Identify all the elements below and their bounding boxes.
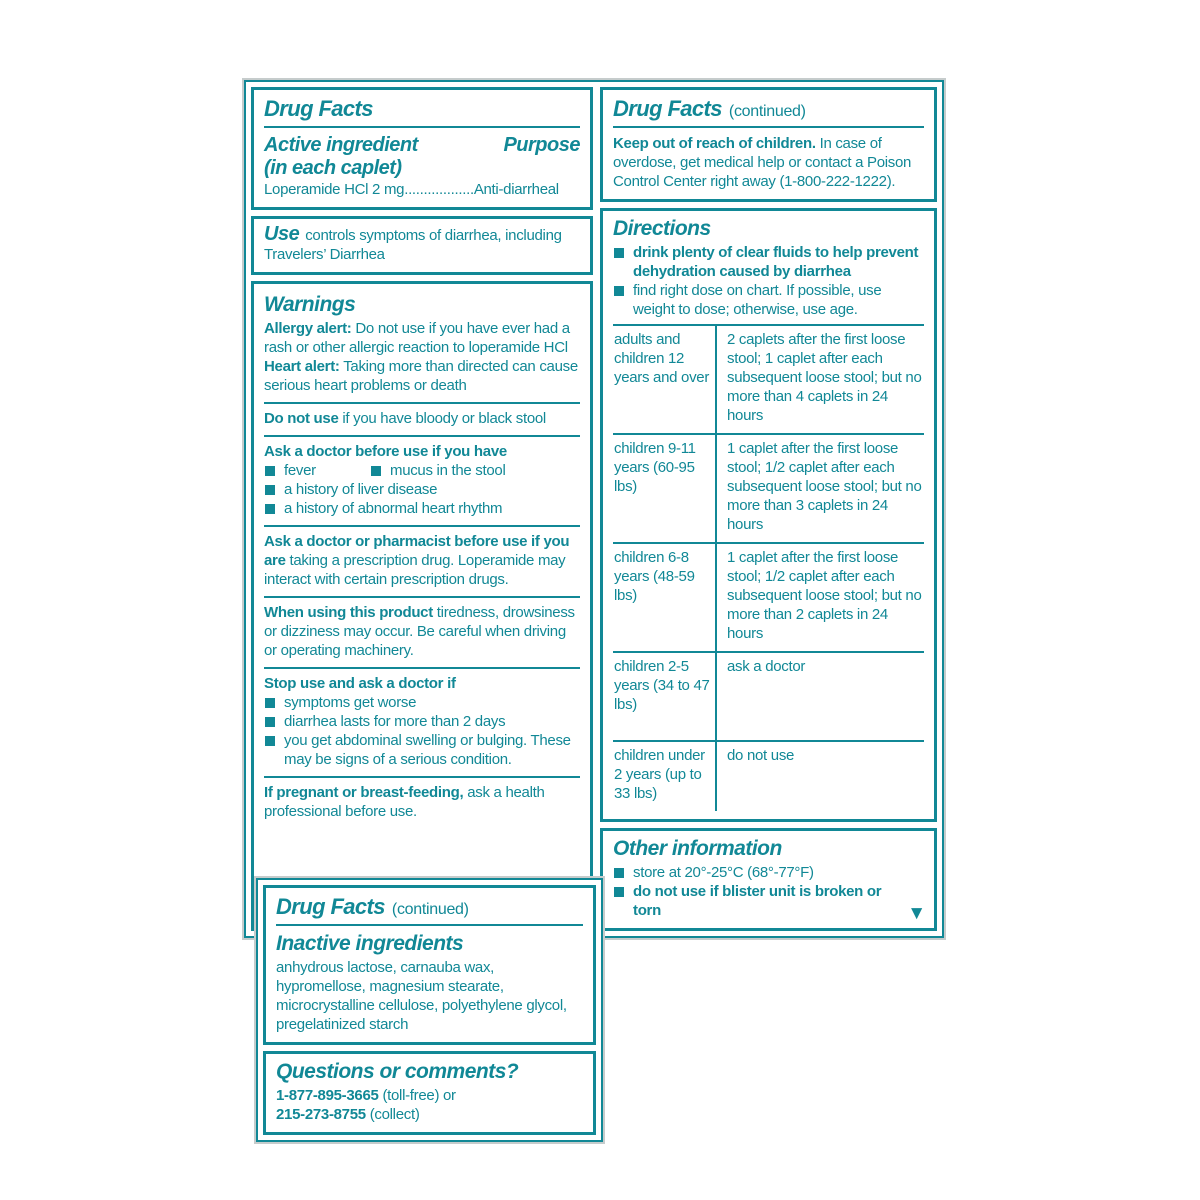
directions-box (600, 208, 937, 822)
bullet-fever: fever (264, 461, 370, 480)
dosing-dose-cell: 2 caplets after the first loose stool; 1 caplet after each subsequent loose stool; but no more than 4 caplets in 24 hours (727, 331, 922, 424)
stop-use-section (264, 667, 580, 776)
dosing-row-9-11 (613, 433, 924, 542)
dosing-dose-cell: 1 caplet after the first loose stool; 1/2 caplet after each subsequent loose stool; but no more than 3 caplets in 24 hours (727, 440, 922, 533)
pregnant-section (264, 776, 580, 828)
do-not-use-text: if you have bloody or black stool (342, 410, 546, 427)
dosing-row-6-8 (613, 542, 924, 651)
dosing-dose-cell: 1 caplet after the first loose stool; 1/2 caplet after each subsequent loose stool; but no more than 2 caplets in 24 hours (727, 549, 922, 642)
collect-suffix: (collect) (369, 1106, 420, 1123)
dosing-table (613, 324, 924, 811)
questions-box (263, 1051, 596, 1135)
bullet-liver-disease: a history of liver disease (264, 480, 580, 499)
use-lead: Use (264, 223, 300, 245)
keep-out-lead: Keep out of reach of children. (613, 135, 816, 152)
questions-title: Questions or comments? (276, 1060, 519, 1083)
keep-out-text: In case of overdose, get medical help or contact a Poison Control Center right away (1-800-222-1222). (613, 135, 912, 190)
keep-out-paragraph (613, 134, 924, 191)
active-ingredient-heading: Active ingredient (264, 134, 418, 156)
dosing-group-cell: children 2-5 years (34 to 47 lbs) (613, 653, 717, 740)
active-ingredient-heading-line2: (in each caplet) (264, 157, 402, 179)
drug-facts-continued-suffix: (continued) (728, 103, 806, 120)
heart-alert-text: Taking more than directed can cause serious heart problems or death (264, 358, 578, 394)
active-ingredient-heading-row (264, 134, 580, 157)
directions-title: Directions (613, 217, 711, 240)
when-using-lead: When using this product (264, 604, 433, 621)
collect-number: 215-273-8755 (276, 1106, 366, 1123)
dosing-row-2-5 (613, 651, 924, 740)
active-ingredient-row: Loperamide HCl 2 mg..................Anti-diarrheal (264, 181, 559, 198)
dosing-group-cell: children 6-8 years (48-59 lbs) (613, 544, 717, 651)
drug-facts-title: Drug Facts (264, 96, 373, 121)
pregnant-paragraph (264, 783, 580, 821)
toll-free-number: 1-877-895-3665 (276, 1087, 379, 1104)
pharmacist-text: taking a prescription drug. Loperamide may interact with certain prescription drugs. (264, 552, 566, 588)
inactive-ingredients-title: Inactive ingredients (276, 932, 464, 955)
purpose-heading: Purpose (503, 134, 580, 156)
other-information-title: Other information (613, 837, 782, 860)
pharmacist-section (264, 525, 580, 596)
dosing-dose-cell: ask a doctor (727, 658, 806, 675)
do-not-use-section (264, 402, 580, 435)
continue-down-arrow-icon: ▼ (907, 903, 926, 924)
when-using-paragraph (264, 603, 580, 660)
top-panel (244, 80, 944, 938)
dosing-row-adults (613, 326, 924, 433)
ask-doctor-section (264, 435, 580, 525)
warnings-title: Warnings (264, 293, 356, 316)
other-information-box (600, 828, 937, 931)
inactive-ingredients-text: anhydrous lactose, carnauba wax, hypromellose, magnesium stearate, microcrystalline cellulose, polyethylene glycol, pregelatinized starch (276, 959, 567, 1033)
allergy-alert-paragraph (264, 319, 580, 357)
dosing-row-under-2 (613, 740, 924, 811)
bullet-heart-rhythm: a history of abnormal heart rhythm (264, 499, 580, 518)
continued-box (600, 87, 937, 202)
dosing-group-cell: children under 2 years (up to 33 lbs) (613, 742, 717, 811)
bullet-diarrhea-2-days: diarrhea lasts for more than 2 days (264, 712, 580, 731)
allergy-alert-lead: Allergy alert: (264, 320, 352, 337)
do-not-use-paragraph (264, 409, 580, 428)
bullet-abdominal-swelling: you get abdominal swelling or bulging. These may be signs of a serious condition. (264, 731, 580, 769)
use-paragraph (264, 225, 580, 264)
warnings-alerts-section (264, 288, 580, 402)
when-using-section (264, 596, 580, 667)
stop-use-lead: Stop use and ask a doctor if (264, 675, 456, 692)
dosing-dose-cell: do not use (727, 747, 795, 764)
heart-alert-lead: Heart alert: (264, 358, 340, 375)
use-box (251, 216, 593, 275)
drug-facts-continued-titlebar (613, 96, 924, 128)
use-text: controls symptoms of diarrhea, including Travelers’ Diarrhea (264, 227, 562, 263)
ask-doctor-bullet-row (264, 461, 580, 480)
allergy-alert-text: Do not use if you have ever had a rash or other allergic reaction to loperamide HCl (264, 320, 570, 356)
drug-facts-continued-titlebar-2 (276, 894, 583, 926)
heart-alert-paragraph (264, 357, 580, 395)
when-using-text: tiredness, drowsiness or dizziness may occur. Be careful when driving or operating machinery. (264, 604, 575, 659)
bottom-panel (256, 878, 603, 1142)
warnings-box (251, 281, 593, 931)
do-not-use-lead: Do not use (264, 410, 339, 427)
left-column (251, 87, 593, 931)
dosing-group-cell: adults and children 12 years and over (613, 326, 717, 433)
active-ingredient-box (251, 87, 593, 210)
pregnant-lead: If pregnant or breast-feeding, (264, 784, 464, 801)
pharmacist-paragraph (264, 532, 580, 589)
toll-free-suffix: (toll-free) or (382, 1087, 456, 1104)
drug-facts-continued-title: Drug Facts (613, 96, 722, 121)
other-info-bullet-store: store at 20°-25°C (68°-77°F) (613, 863, 924, 882)
drug-facts-continued-suffix-2: (continued) (391, 901, 469, 918)
pregnant-text: ask a health professional before use. (264, 784, 545, 820)
directions-bullet-fluids: drink plenty of clear fluids to help prevent dehydration caused by diarrhea (613, 243, 924, 281)
phone-line-toll-free (276, 1086, 583, 1105)
pharmacist-lead: Ask a doctor or pharmacist before use if you are (264, 533, 570, 569)
other-info-bullet-blister: do not use if blister unit is broken or torn (613, 882, 924, 920)
ask-doctor-lead: Ask a doctor before use if you have (264, 443, 507, 460)
drug-facts-titlebar (264, 96, 580, 128)
drug-facts-continued-title-2: Drug Facts (276, 894, 385, 919)
right-column (600, 87, 937, 931)
bullet-symptoms-worse: symptoms get worse (264, 693, 580, 712)
phone-line-collect (276, 1105, 583, 1124)
directions-bullet-dose-chart: find right dose on chart. If possible, use weight to dose; otherwise, use age. (613, 281, 924, 319)
dosing-group-cell: children 9-11 years (60-95 lbs) (613, 435, 717, 542)
inactive-ingredients-box (263, 885, 596, 1045)
bullet-mucus: mucus in the stool (370, 461, 506, 480)
